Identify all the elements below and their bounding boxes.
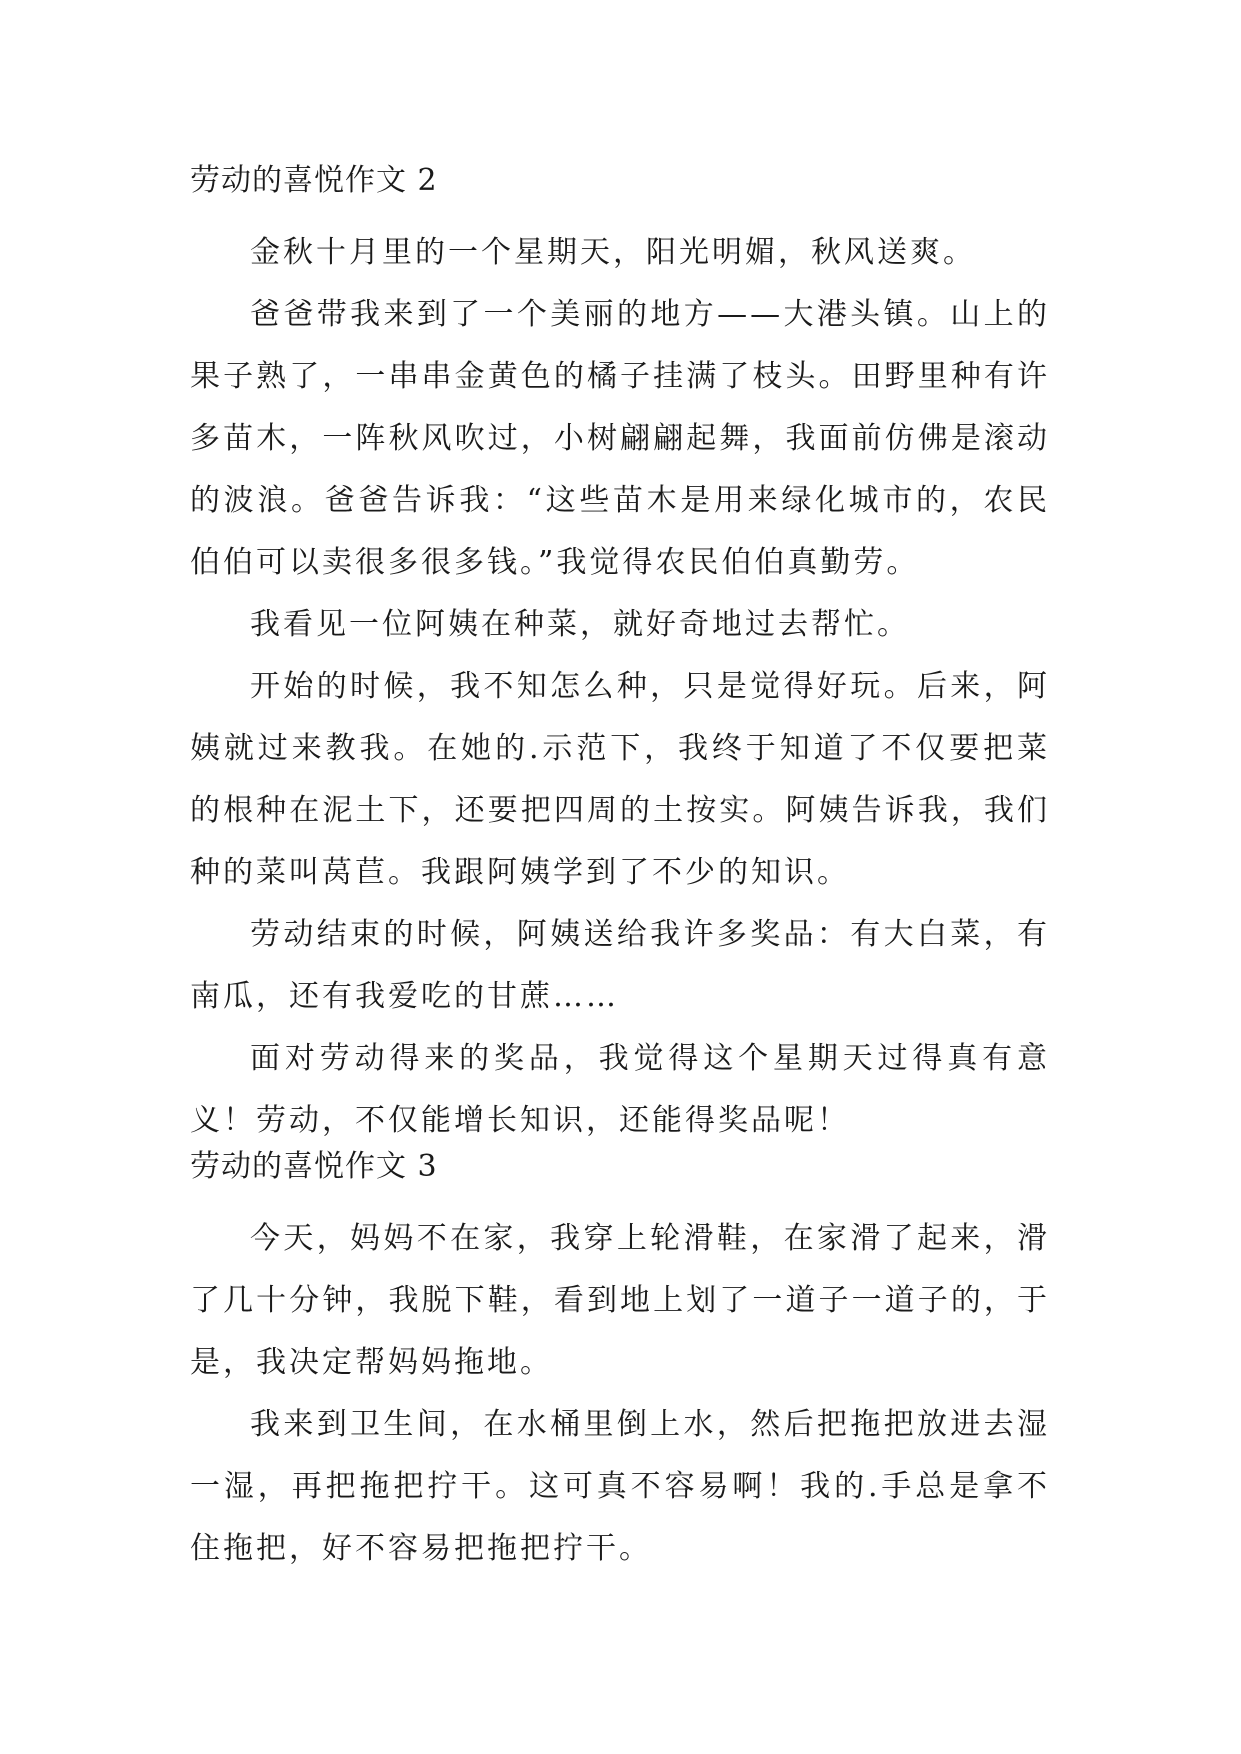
essay-paragraph: 面对劳动得来的奖品，我觉得这个星期天过得真有意义！劳动，不仅能增长知识，还能得奖品呢！ [190, 1041, 1050, 1138]
essay-title: 劳动的喜悦作文 2 [190, 163, 438, 198]
essay-paragraph: 今天，妈妈不在家，我穿上轮滑鞋，在家滑了起来，滑了几十分钟，我脱下鞋，看到地上划了一道子一道子的，于是，我决定帮妈妈拖地。 [190, 1221, 1050, 1380]
essay-paragraph: 开始的时候，我不知怎么种，只是觉得好玩。后来，阿姨就过来教我。在她的.示范下，我终于知道了不仅要把菜的根种在泥土下，还要把四周的土按实。阿姨告诉我，我们种的菜叫莴苣。我跟阿姨学到了不少的知识。 [190, 669, 1050, 890]
essay-title: 劳动的喜悦作文 3 [190, 1149, 438, 1184]
essay-section-3 [190, 1148, 1050, 1580]
essay-paragraph: 我看见一位阿姨在种菜，就好奇地过去帮忙。 [250, 607, 910, 642]
essay-paragraph: 我来到卫生间，在水桶里倒上水，然后把拖把放进去湿一湿，再把拖把拧干。这可真不容易啊！我的.手总是拿不住拖把，好不容易把拖把拧干。 [190, 1407, 1050, 1566]
essay-paragraph: 爸爸带我来到了一个美丽的地方——大港头镇。山上的果子熟了，一串串金黄色的橘子挂满了枝头。田野里种有许多苗木，一阵秋风吹过，小树翩翩起舞，我面前仿佛是滚动的波浪。爸爸告诉我：“这些苗木是用来绿化城市的，农民伯伯可以卖很多很多钱。”我觉得农民伯伯真勤劳。 [190, 297, 1050, 580]
essay-paragraph: 劳动结束的时候，阿姨送给我许多奖品：有大白菜，有南瓜，还有我爱吃的甘蔗…… [190, 917, 1050, 1014]
essay-section-2 [190, 162, 1050, 1152]
essay-paragraph: 金秋十月里的一个星期天，阳光明媚，秋风送爽。 [250, 235, 976, 270]
